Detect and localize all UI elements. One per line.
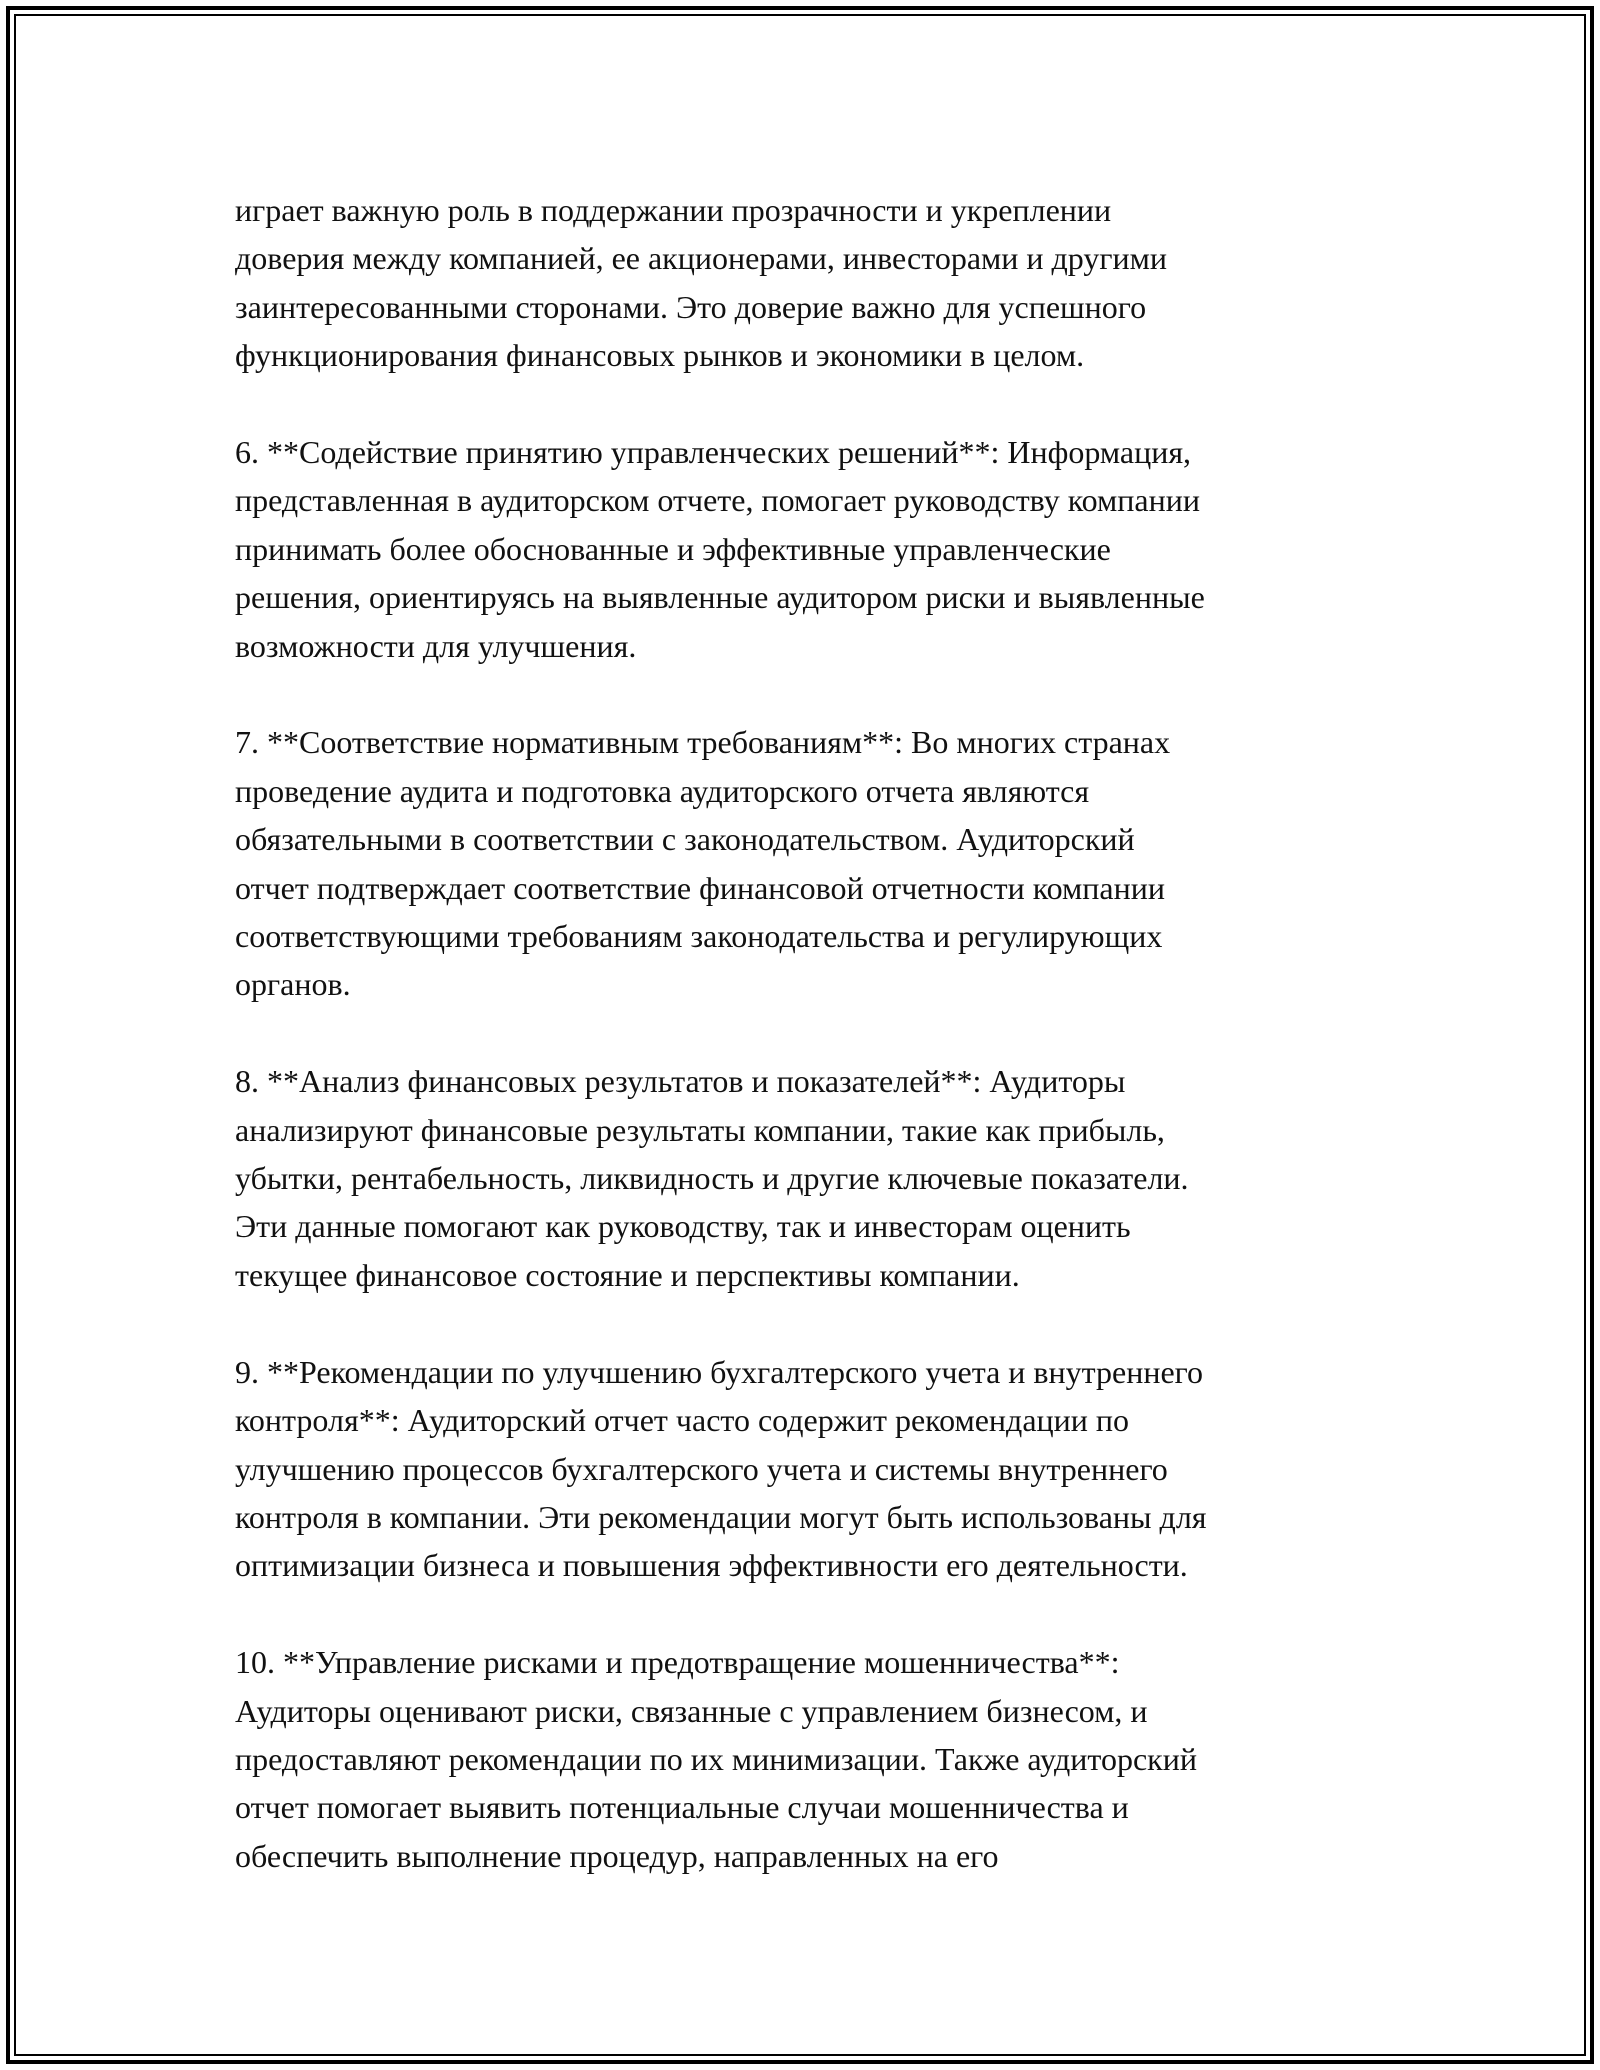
- paragraph-continuation: играет важную роль в поддержании прозрачности и укреплении доверия между компанией, ее акционерами, инвесторами и другими заинтересованными сторонами. Это доверие важно для успешного функционирования финансовых рынков и экономики в целом.: [235, 192, 1167, 374]
- paragraph-item-8: 8. **Анализ финансовых результатов и показателей**: Аудиторы анализируют финансовые результаты компании, такие как прибыль, убытки, рентабельность, ликвидность и другие ключевые показатели. Эти данные помогают как руководству, так и инвесторам оценить текущее финансовое состояние и перспективы компании.: [235, 1063, 1189, 1293]
- paragraph-item-9: 9. **Рекомендации по улучшению бухгалтерского учета и внутреннего контроля**: Аудиторский отчет часто содержит рекомендации по улучшению процессов бухгалтерского учета и системы внутреннего контроля в компании. Эти рекомендации могут быть использованы для оптимизации бизнеса и повышения эффективности его деятельности.: [235, 1353, 1207, 1584]
- paragraph-item-7: 7. **Соответствие нормативным требованиям**: Во многих странах проведение аудита и подготовка аудиторского отчета являются обязательными в соответствии с законодательством. Аудиторский отчет подтверждает соответствие финансовой отчетности компании соответствующими требованиям законодательства и регулирующих органов.: [235, 724, 1171, 1003]
- paragraph-item-10: 10. **Управление рисками и предотвращение мошенничества**: Аудиторы оценивают риски, связанные с управлением бизнесом, и предоставляют рекомендации по их минимизации. Также аудиторский отчет помогает выявить потенциальные случаи мошенничества и обеспечить выполнение процедур, направленных на его: [235, 1644, 1197, 1874]
- document-body: [235, 186, 1370, 1880]
- paragraph-item-6: 6. **Содействие принятию управленческих решений**: Информация, представленная в аудиторском отчете, помогает руководству компании принимать более обоснованные и эффективные управленческие решения, ориентируясь на выявленные аудитором риски и выявленные возможности для улучшения.: [235, 434, 1205, 664]
